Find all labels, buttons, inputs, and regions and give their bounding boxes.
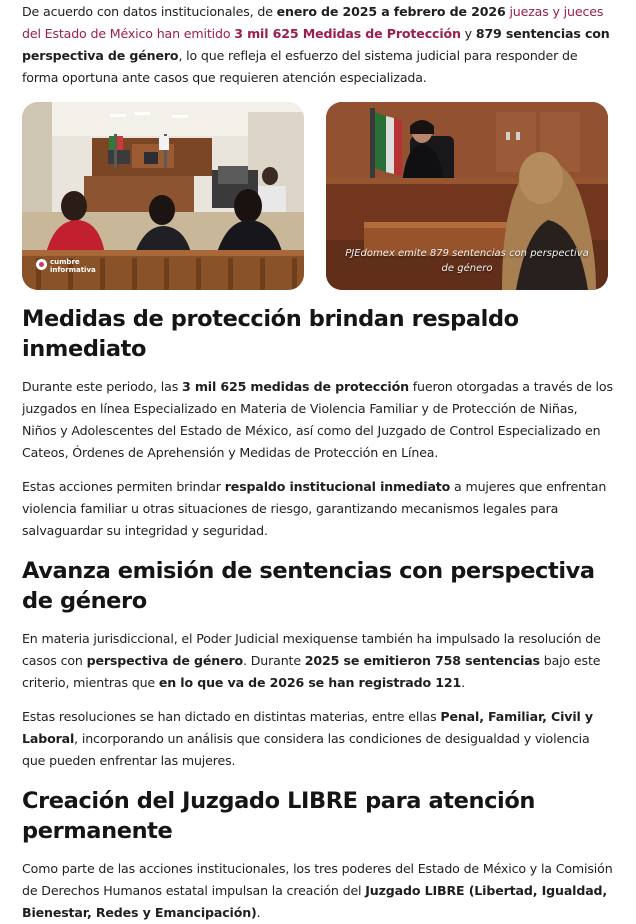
section-heading-juzgado-libre: Creación del Juzgado LIBRE para atención permanente — [22, 788, 536, 844]
s1p1-bold-1: 3 mil 625 medidas de protección — [181, 379, 409, 394]
intro-text-2: y — [460, 26, 476, 41]
section3-paragraph-1 — [22, 858, 614, 924]
intro-paragraph — [22, 1, 614, 89]
intro-bold-date: enero de 2025 a febrero de 2026 — [276, 4, 506, 19]
section2-paragraph-2 — [22, 706, 614, 772]
s3p1-bold-1: Juzgado LIBRE (Libertad, Igualdad, Bienestar, Redes y Emancipación) — [22, 883, 608, 920]
photo-caption: PJEdomex emite 879 sentencias con perspectiva de género — [345, 248, 589, 274]
intro-link-text[interactable]: juezas y jueces del Estado de México han emitido — [22, 4, 604, 41]
s2p1-bold-2: 2025 se emitieron 758 sentencias — [304, 653, 540, 668]
s1p2-text-1: Estas acciones permiten brindar — [22, 479, 225, 494]
s2p1-bold-1: perspectiva de género — [86, 653, 244, 668]
s2p1-text-1: En materia jurisdiccional, el Poder Judicial mexiquense también ha impulsado la resolución de casos con — [22, 631, 601, 668]
s2p2-bold-1: Penal, Familiar, Civil y Laboral — [22, 709, 593, 746]
s1p1-text-2: fueron otorgadas a través de los juzgados en línea Especializado en Materia de Violencia Familiar y de Protección de Niñas, Niños y Adolescentes del Estado de México, así como del Juzgado de Control Especializado en Cateos, Órdenes de Aprehensión y Medidas de Protección en Línea. — [22, 379, 613, 460]
section-heading-sentencias: Avanza emisión de sentencias con perspectiva de género — [22, 558, 595, 614]
watermark-line-1: cumbre — [50, 258, 80, 266]
image-row — [22, 102, 614, 290]
intro-text-3: , lo que refleja el esfuerzo del sistema judicial para responder de forma oportuna ante casos que requieren atención especializada. — [22, 48, 578, 85]
s1p2-text-2: a mujeres que enfrentan violencia familiar u otras situaciones de riesgo, garantizando mecanismos legales para salvaguardar su integridad y seguridad. — [22, 479, 607, 538]
intro-link-bold[interactable]: 3 mil 625 Medidas de Protección — [234, 26, 461, 41]
s3p1-text-1: Como parte de las acciones institucionales, los tres poderes del Estado de México y la Comisión de Derechos Humanos estatal impulsan la creación del — [22, 861, 613, 898]
cumbre-logo-icon — [36, 259, 47, 270]
intro-text-1: De acuerdo con datos institucionales, de — [22, 4, 277, 19]
s2p1-text-2: . Durante — [243, 653, 305, 668]
watermark-line-2: informativa — [50, 266, 96, 274]
s2p1-bold-3: en lo que va de 2026 se han registrado 121 — [158, 675, 462, 690]
article-body — [22, 0, 614, 924]
s2p1-text-4: . — [461, 675, 465, 690]
s1p2-bold-1: respaldo institucional inmediato — [224, 479, 451, 494]
section-heading-medidas: Medidas de protección brindan respaldo inmediato — [22, 306, 519, 362]
s2p1-text-3: bajo este criterio, mientras que — [22, 653, 601, 690]
s2p2-text-1: Estas resoluciones se han dictado en distintas materias, entre ellas — [22, 709, 441, 724]
section1-paragraph-1 — [22, 376, 614, 464]
s3p1-text-2: . — [256, 905, 261, 920]
section1-paragraph-2 — [22, 476, 614, 542]
s2p2-text-2: , incorporando un análisis que considera las condiciones de desigualdad y violencia que pueden enfrentar las mujeres. — [22, 731, 590, 768]
s1p1-text-1: Durante este periodo, las — [22, 379, 182, 394]
cumbre-watermark — [36, 258, 96, 274]
section2-paragraph-1 — [22, 628, 614, 694]
courtroom-photo-left[interactable] — [22, 102, 304, 290]
intro-bold-sentencias: 879 sentencias con perspectiva de género — [22, 26, 610, 63]
courtroom-photo-right[interactable] — [326, 102, 608, 290]
